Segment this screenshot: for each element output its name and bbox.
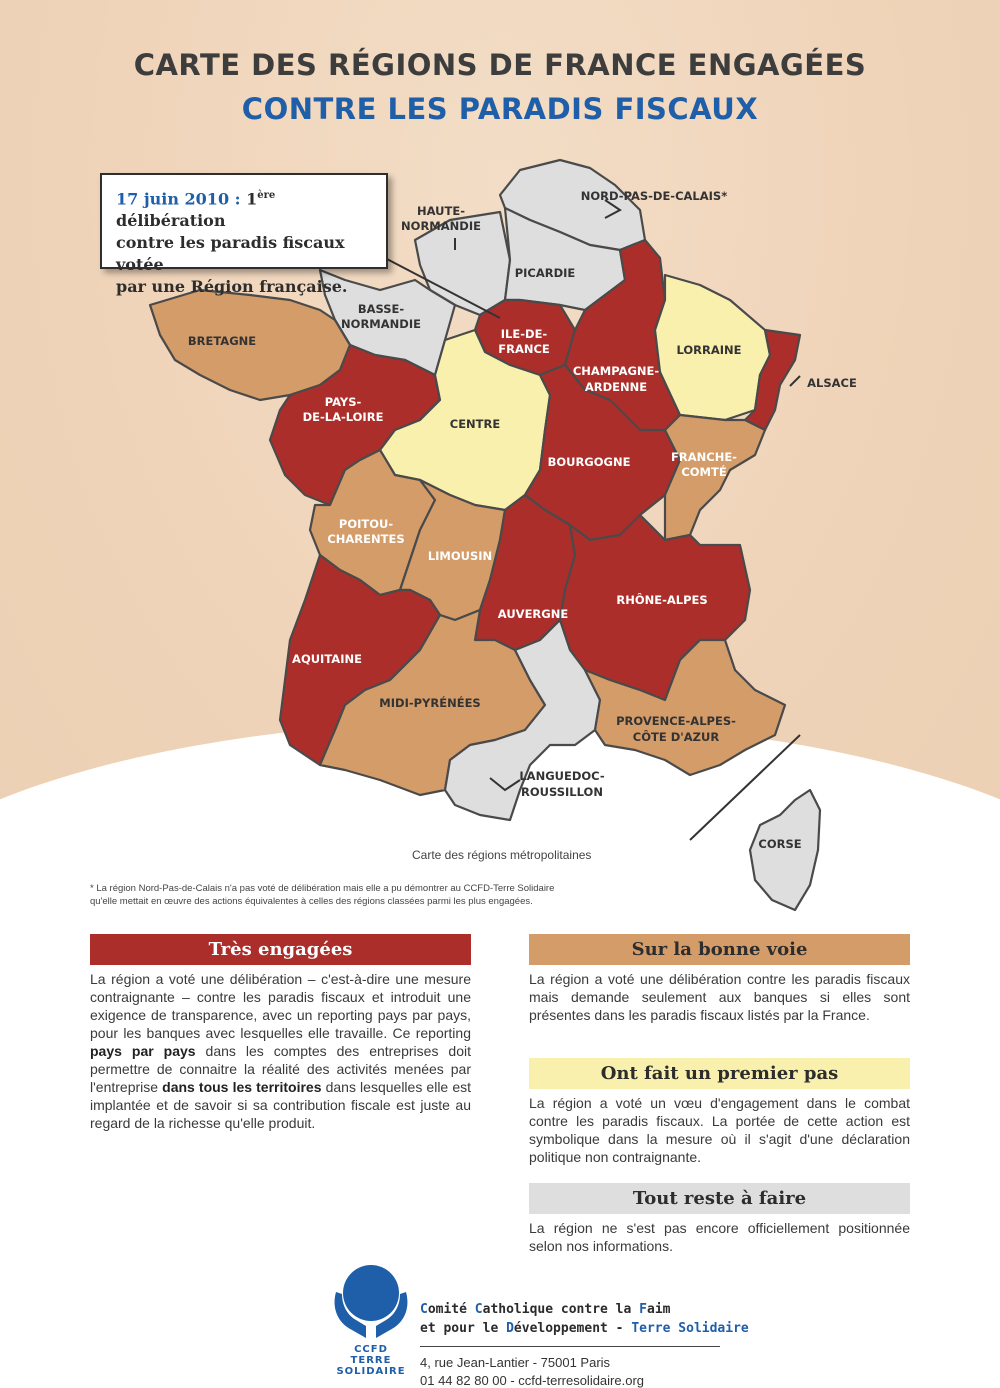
legend-tres-text-c: dans lesquelles elle est implantée et de savoir si sa contribution fiscale est juste au regard de la richesse qu'elle produit. (90, 1079, 471, 1131)
footnote (90, 882, 610, 908)
label-languedoc-2: ROUSSILLON (521, 785, 603, 799)
org-c2: C (474, 1302, 483, 1317)
label-auvergne: AUVERGNE (497, 607, 569, 621)
label-alsace: ALSACE (807, 376, 857, 390)
org-contact[interactable]: 01 44 82 80 00 - ccfd-terresolidaire.org (420, 1373, 645, 1388)
legend-tres-text-b: dans les comptes des entreprises doit permettre de connaitre la réalité des activités menées par l'entreprise (90, 1043, 471, 1095)
callout-line2: contre les paradis fiscaux votée (116, 233, 345, 275)
label-limousin: LIMOUSIN (427, 549, 493, 563)
label-pays-loire-2: DE-LA-LOIRE (302, 410, 384, 424)
label-lorraine: LORRAINE (676, 343, 742, 357)
ccfd-logo-hands-icon (330, 1292, 412, 1342)
label-picardie: PICARDIE (514, 266, 576, 280)
org-address: 4, rue Jean-Lantier - 75001 Paris (420, 1355, 611, 1370)
org-terre-solidaire: Terre Solidaire (631, 1321, 749, 1336)
legend-tres-engagees-text (90, 970, 471, 1132)
org-address-block (420, 1354, 644, 1388)
org-line2-a: et pour le (420, 1321, 507, 1336)
label-corse: CORSE (758, 837, 802, 851)
label-ile-de-france-2: FRANCE (498, 342, 550, 356)
legend-premier-pas (529, 1058, 910, 1166)
title-line-1: CARTE DES RÉGIONS DE FRANCE ENGAGÉES (133, 48, 867, 82)
legend-reste-a-faire-title: Tout reste à faire (529, 1183, 910, 1214)
callout-line3: par une Région française. (116, 277, 348, 297)
label-nord: NORD-PAS-DE-CALAIS* (580, 189, 728, 203)
org-w1: omité (427, 1302, 475, 1317)
footnote-line1: * La région Nord-Pas-de-Calais n'a pas voté de délibération mais elle a pu démontrer au CCFD-Terre Solidaire (90, 883, 555, 894)
legend-bonne-voie (529, 934, 910, 1024)
label-basse-normandie-1: BASSE- (357, 302, 405, 316)
legend-premier-pas-text: La région a voté un vœu d'engagement dans le combat contre les paradis fiscaux. La portée de cette action est symbolique dans la mesure où il s'agit d'une déclaration politique non contraignante. (529, 1095, 910, 1165)
label-languedoc-1: LANGUEDOC- (519, 769, 605, 783)
legend-reste-a-faire (529, 1183, 910, 1255)
label-poitou-1: POITOU- (338, 517, 394, 531)
callout-date: 17 juin 2010 : (116, 189, 241, 209)
org-divider (420, 1346, 720, 1347)
logo-text-ccfd: CCFD (354, 1344, 388, 1355)
legend-bonne-voie-title: Sur la bonne voie (529, 934, 910, 965)
label-champagne-1: CHAMPAGNE- (572, 364, 660, 378)
legend-tres-engagees-title: Très engagées (90, 934, 471, 965)
logo-text-terre: TERRE (350, 1355, 392, 1366)
footnote-line2: qu'elle mettait en œuvre des actions équivalentes à celles des régions classées parmi les plus engagées. (90, 896, 533, 907)
label-poitou-2: CHARENTES (327, 532, 405, 546)
org-line2-b: éveloppement - (513, 1321, 632, 1336)
legend-reste-a-faire-text: La région ne s'est pas encore officiellement positionnée selon nos informations. (529, 1220, 910, 1254)
label-champagne-2: ARDENNE (584, 380, 648, 394)
map-caption: Carte des régions métropolitaines (412, 848, 592, 862)
label-haute-normandie-1: HAUTE- (417, 204, 465, 218)
label-basse-normandie-2: NORMANDIE (341, 317, 421, 331)
label-paca-1: PROVENCE-ALPES- (616, 714, 736, 728)
legend-tres-text-a: La région a voté une délibération – c'est-à-dire une mesure contraignante – contre les paradis fiscaux et introduit une exigence de transparence, avec un reporting pays par pays, pour les banques avec lesquelles elle travaille. Ce reporting (90, 971, 471, 1041)
label-aquitaine: AQUITAINE (292, 652, 362, 666)
legend-tres-bold-a: pays par pays (90, 1043, 196, 1059)
legend-premier-pas-title: Ont fait un premier pas (529, 1058, 910, 1089)
label-paca-2: CÔTE D'AZUR (632, 730, 720, 744)
label-franche-comte-2: COMTÉ (681, 465, 727, 479)
label-haute-normandie-2: NORMANDIE (401, 219, 481, 233)
label-rhone-alpes: RHÔNE-ALPES (616, 593, 708, 607)
callout-ordinal-sup: ère (257, 190, 276, 201)
label-franche-comte-1: FRANCHE- (671, 450, 737, 464)
label-centre: CENTRE (449, 417, 501, 431)
legend-tres-bold-b: dans tous les territoires (162, 1079, 322, 1095)
label-bourgogne: BOURGOGNE (547, 455, 631, 469)
leader-alsace (790, 376, 800, 386)
callout-box (100, 173, 388, 297)
callout-ordinal: 1 (246, 189, 258, 209)
org-name (420, 1300, 749, 1338)
legend-bonne-voie-text: La région a voté une délibération contre les paradis fiscaux mais demande seulement aux banques si elles sont présentes dans les paradis fiscaux listés par la France. (529, 971, 910, 1023)
label-midi-pyrenees: MIDI-PYRÉNÉES (379, 696, 481, 710)
logo-text-solidaire: SOLIDAIRE (336, 1366, 406, 1377)
label-ile-de-france-1: ILE-DE- (500, 327, 548, 341)
org-c1: C (420, 1302, 428, 1317)
org-c3: F (639, 1302, 647, 1317)
title-line-2: CONTRE LES PARADIS FISCAUX (241, 92, 759, 126)
callout-line1-rest: délibération (116, 211, 226, 231)
label-bretagne: BRETAGNE (187, 334, 257, 348)
org-w2: atholique contre la (482, 1302, 640, 1317)
legend-tres-engagees (90, 934, 471, 1132)
label-pays-loire-1: PAYS- (324, 395, 362, 409)
org-c4: D (506, 1321, 514, 1336)
org-w3: aim (647, 1302, 671, 1317)
